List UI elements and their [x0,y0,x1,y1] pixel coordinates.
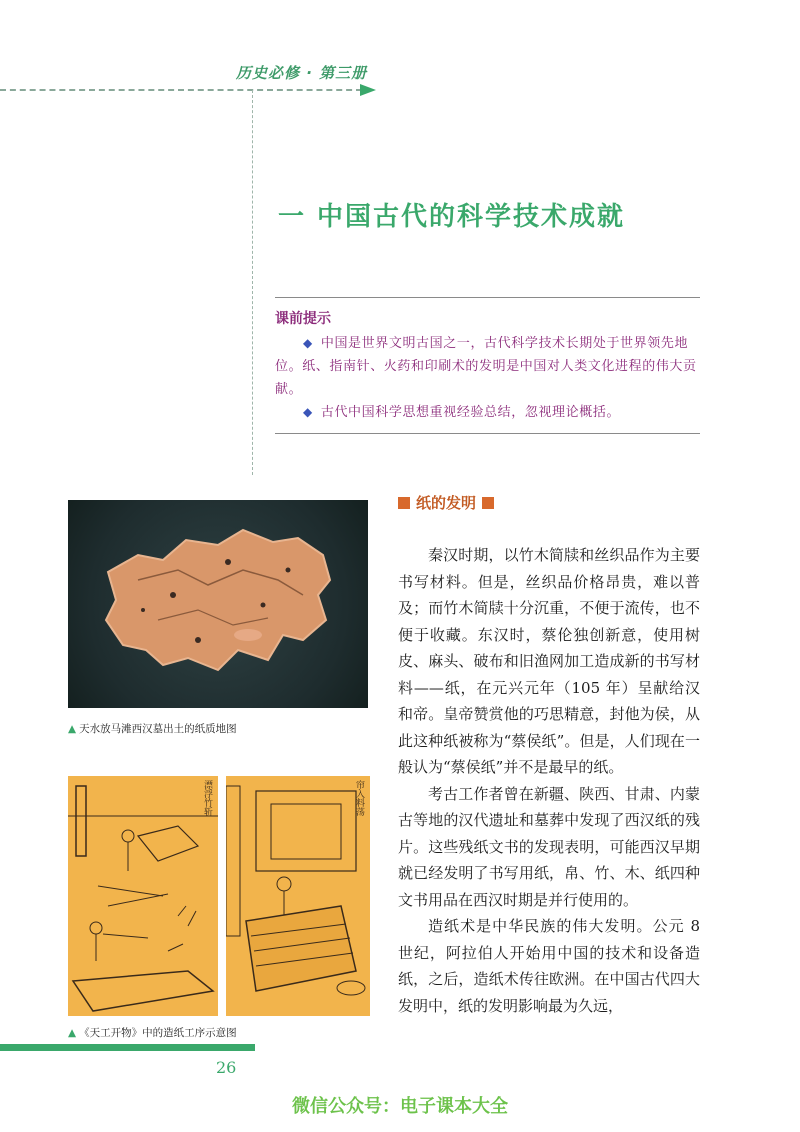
body-text [398,542,700,1019]
body-paragraph: 考古工作者曾在新疆、陕西、甘肃、内蒙古等地的汉代遗址和墓葬中发现了西汉纸的残片。这些残纸文书的发现表明，可能西汉早期就已经发明了书写用纸，帛、竹、木、纸四种文书用品在西汉时期是并行使用的。 [398,784,700,909]
preview-body [275,332,700,424]
caption-triangle-icon: ▲ [68,1027,77,1039]
orange-square-icon [482,497,494,509]
preview-item: ◆ 古代中国科学思想重视经验总结，忽视理论概括。 [303,405,621,420]
panel-right-label: 帘入料荡 [354,780,364,816]
papermaking-illustration-right [226,776,370,1016]
watermark: 微信公众号：电子课本大全 [292,1096,508,1117]
chapter-title: 一 中国古代的科学技术成就 [278,202,626,232]
photo1-caption: ▲ 天水放马滩西汉墓出土的纸质地图 [68,723,237,735]
photo2-caption: ▲ 《天工开物》中的造纸工序示意图 [68,1027,237,1039]
footer-bar [0,1044,255,1051]
header-arrow-icon [360,84,376,96]
papermaking-sketch-right [226,776,370,1016]
papermaking-illustration-left [68,776,218,1016]
running-header: 历史必修 · 第三册 [236,64,368,82]
vertical-dashed-divider [252,90,253,475]
panel-left-label: 漂浮竹斩 [202,780,212,816]
preview-heading: 课前提示 [275,311,331,327]
body-paragraph: 秦汉时期，以竹木简牍和丝织品作为主要书写材料。但是，丝织品价格昂贵，难以普及；而竹木简牍十分沉重，不便于流传，也不便于收藏。东汉时，蔡伦独创新意，使用树皮、麻头、破布和旧渔网加工造成新的书写材料——纸，在元兴元年（105 年）呈献给汉和帝。皇帝赞赏他的巧思精意，封他为侯，从此这种纸被称为“蔡侯纸”。但是，人们现在一般认为“蔡侯纸”并不是最早的纸。 [398,546,700,776]
paper-map-photo [68,500,368,708]
header-dashed-line [0,89,362,91]
page-number: 26 [216,1058,237,1077]
preview-bottom-rule [275,433,700,434]
caption-triangle-icon: ▲ [68,723,77,735]
paper-map-illustration [68,500,368,708]
diamond-bullet-icon: ◆ [303,336,313,350]
orange-square-icon [398,497,410,509]
section-heading: 纸的发明 [398,492,494,513]
preview-top-rule [275,297,700,298]
preview-item: ◆ 中国是世界文明古国之一，古代科学技术长期处于世界领先地位。纸、指南针、火药和印刷术的发明是中国对人类文化进程的伟大贡献。 [275,336,697,397]
diamond-bullet-icon: ◆ [303,405,313,419]
body-paragraph: 造纸术是中华民族的伟大发明。公元 8 世纪，阿拉伯人开始用中国的技术和设备造纸，之后，造纸术传往欧洲。在中国古代四大发明中，纸的发明影响最为久远， [398,917,700,1015]
papermaking-sketch-left [68,776,218,1016]
